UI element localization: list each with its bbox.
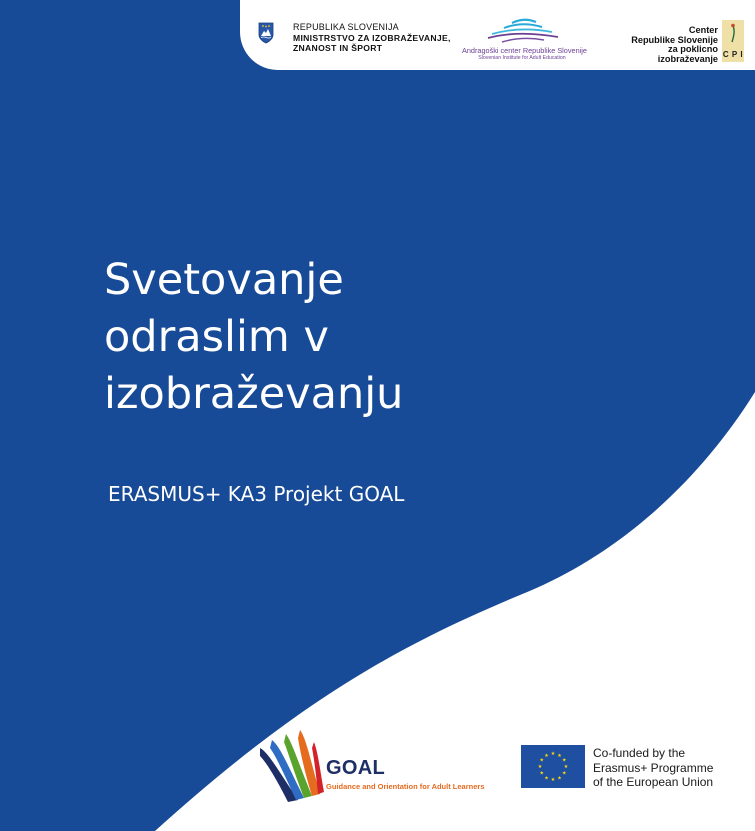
eu-cofunded-text [593,746,713,790]
cpi-name [598,26,718,64]
eu-stars-ring [521,745,585,788]
title-line-3: izobraževanju [104,369,404,419]
eu-star: ★ [544,775,549,782]
title-line-1: Svetovanje [104,255,344,305]
goal-stripes-icon [258,726,328,806]
cpi-figure-icon [722,22,744,50]
eu-star: ★ [562,770,567,777]
cover-subtitle: ERASMUS+ KA3 Projekt GOAL [108,482,405,506]
eu-star: ★ [539,770,544,777]
acs-logo [462,18,587,61]
ministry-line-2: MINISTRSTVO ZA IZOBRAŽEVANJE, [293,32,451,43]
eu-star: ★ [550,751,556,758]
eu-flag-icon [521,745,585,788]
cpi-line-2: Republike Slovenije [631,34,718,45]
eu-star: ★ [550,777,556,784]
ministry-logo [258,22,451,54]
partner-logo-strip [240,0,755,70]
acs-name-english: Slovenian Institute for Adult Education [478,55,566,61]
eu-star: ★ [539,757,544,764]
title-line-2: odraslim v [104,312,329,362]
goal-wordmark: GOAL [326,757,385,779]
eu-line-3: of the European Union [593,775,714,789]
ministry-line-3: ZNANOST IN ŠPORT [293,43,383,53]
eu-cofunded-logo [521,745,713,790]
cpi-logo [588,18,748,62]
cpi-badge-letters: C P I [722,50,744,59]
cpi-badge [722,20,744,62]
slovenia-crest-icon [258,22,274,44]
cpi-line-4: izobraževanje [657,53,718,64]
eu-star: ★ [562,757,567,764]
eu-star: ★ [557,752,562,759]
eu-star: ★ [563,764,569,771]
eu-star: ★ [557,775,562,782]
ministry-line-1: REPUBLIKA SLOVENIJA [293,22,399,32]
eu-star: ★ [544,752,549,759]
cpi-line-3: za poklicno [667,44,718,54]
eu-line-2: Erasmus+ Programme [593,760,714,775]
cpi-line-1: Center [688,25,718,35]
eu-star: ★ [537,764,543,771]
acs-name: Andragoški center Republike Slovenije [462,46,587,55]
goal-tagline: Guidance and Orientation for Adult Learners [326,782,485,791]
goal-logo [258,726,498,806]
acs-wave-logo-icon [482,18,562,44]
eu-line-1: Co-funded by the [593,746,686,760]
ministry-name [293,22,451,54]
cover-title [104,252,524,423]
